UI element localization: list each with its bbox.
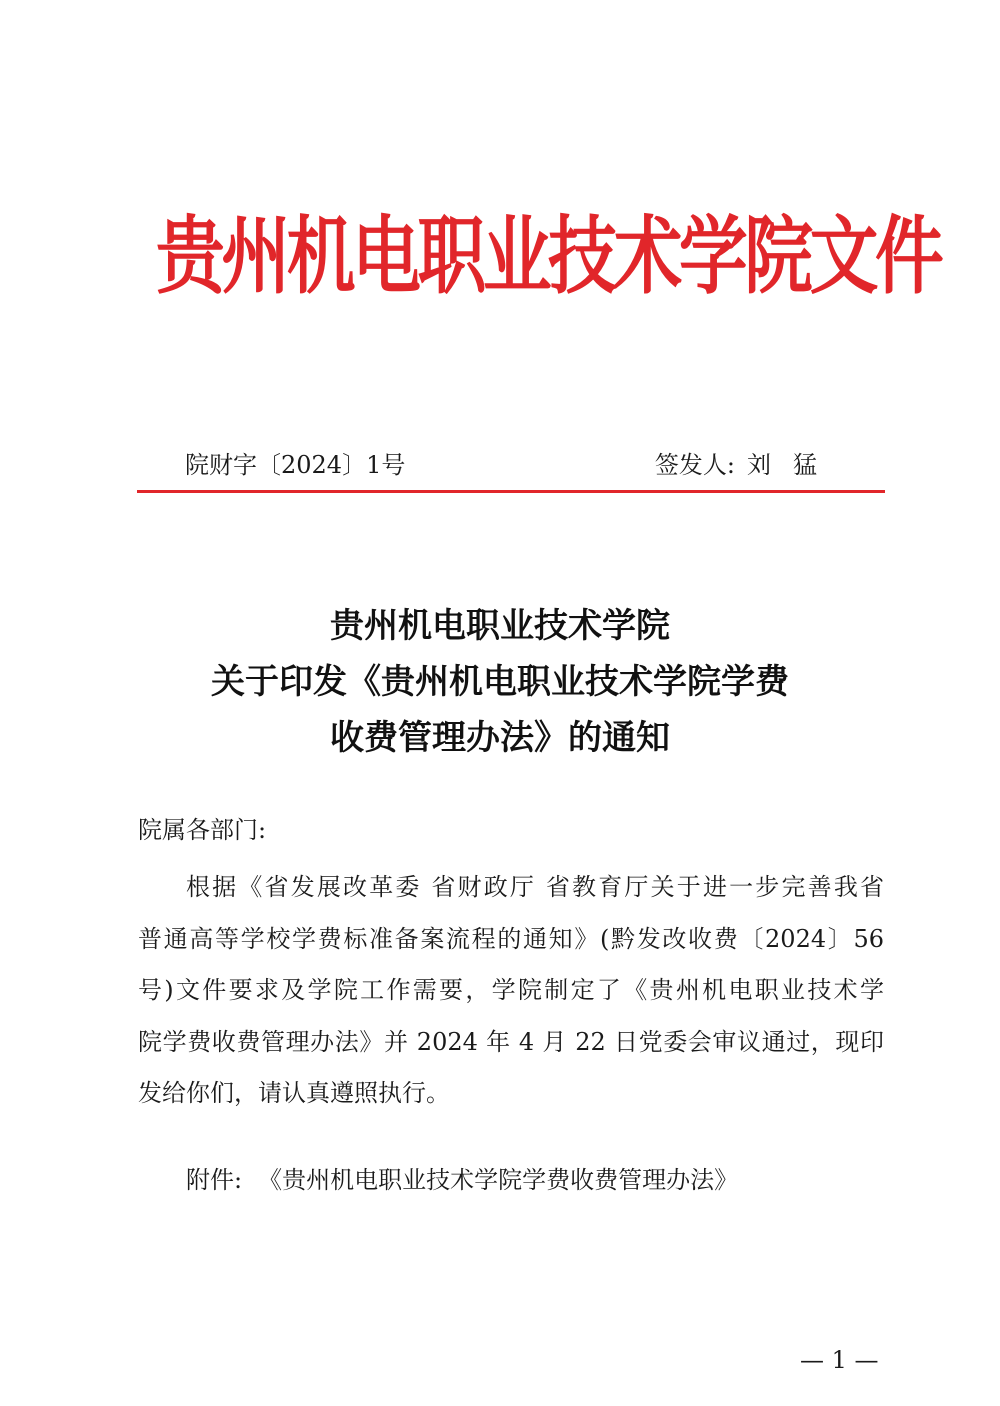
paragraph-line: 根据《省发展改革委 省财政厅 省教育厅关于进一步完善我省 [186, 873, 884, 901]
paragraph-line: 号)文件要求及学院工作需要，学院制定了《贵州机电职业技术学 [138, 976, 884, 1004]
body-paragraph [138, 862, 884, 1120]
document-header-title: 贵州机电职业技术学院文件 [156, 207, 941, 306]
document-meta-row [135, 445, 885, 485]
document-number: 院财字〔2024〕1号 [185, 451, 406, 479]
paragraph-line: 发给你们，请认真遵照执行。 [138, 1079, 450, 1107]
notice-title-line: 收费管理办法》的通知 [330, 718, 670, 758]
signer [655, 445, 839, 485]
red-divider-line [137, 490, 885, 493]
signer-label: 签发人: [654, 451, 735, 479]
notice-title [120, 598, 880, 766]
attachment [186, 1160, 738, 1200]
recipient: 院属各部门: [138, 816, 267, 844]
notice-title-line: 关于印发《贵州机电职业技术学院学费 [211, 662, 789, 702]
paragraph-line: 院学费收费管理办法》并 2024 年 4 月 22 日党委会审议通过，现印 [138, 1027, 884, 1056]
notice-title-line: 贵州机电职业技术学院 [330, 606, 670, 646]
signer-name: 刘猛 [747, 451, 839, 479]
attachment-label: 附件: [186, 1166, 243, 1194]
attachment-text: 《贵州机电职业技术学院学费收费管理办法》 [258, 1166, 739, 1194]
paragraph-line: 普通高等学校学费标准备案流程的通知》(黔发改收费〔2024〕56 [138, 924, 884, 953]
page-number: — 1 — [800, 1346, 879, 1374]
